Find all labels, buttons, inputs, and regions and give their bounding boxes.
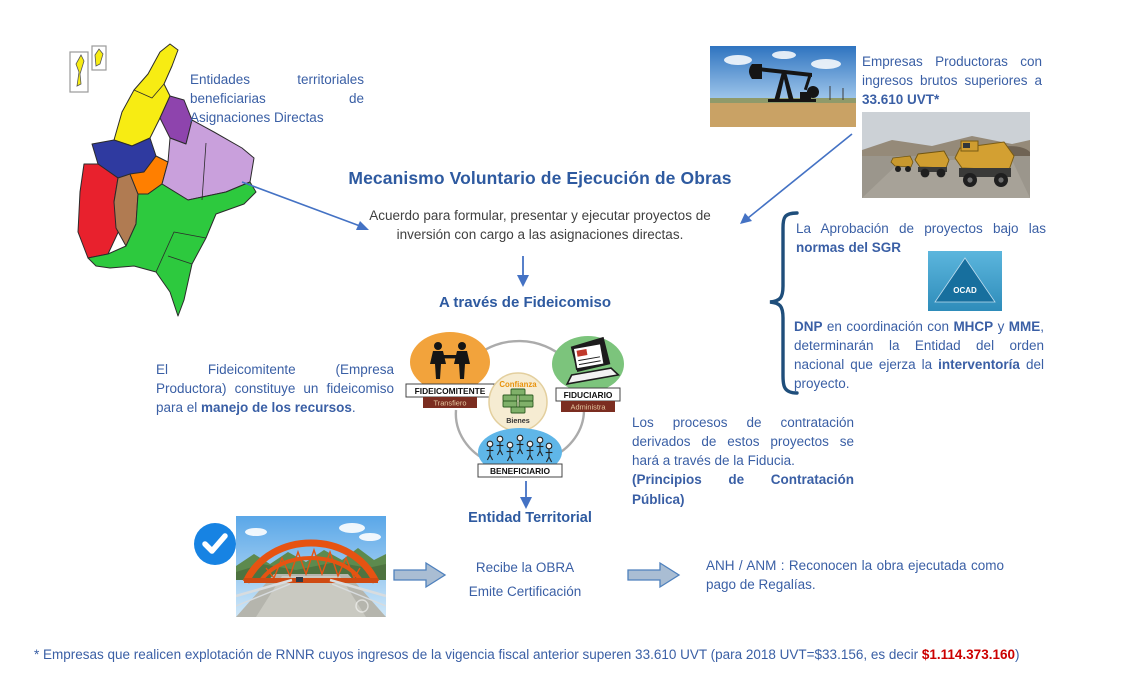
confianza-label: Confianza	[499, 380, 537, 389]
ocad-label: OCAD	[953, 286, 977, 295]
main-title: Mecanismo Voluntario de Ejecución de Obras	[348, 168, 732, 188]
fideicomitente-note-end: .	[351, 400, 356, 416]
footnote-end: )	[1014, 647, 1020, 662]
checkmark-icon	[193, 522, 237, 566]
dnp-text-4: del proyecto.	[794, 357, 1044, 392]
producers-caption-uvt: 33.610 UVT*	[862, 92, 940, 108]
fiduciario-label: FIDUCIARIO	[563, 390, 613, 400]
contracting-note-bold: (Principios de Contratación Pública)	[632, 472, 854, 507]
arrow-down-to-fideicomiso-icon	[512, 254, 534, 290]
approval-note	[796, 219, 1046, 257]
flow-arrow-bridge-to-receive-icon	[393, 561, 447, 589]
footnote	[34, 645, 1128, 664]
fiduciario-node	[552, 336, 624, 412]
ocad-logo	[928, 251, 1002, 311]
arrow-down-to-territorial-icon	[515, 479, 537, 511]
beneficiario-node	[478, 428, 562, 477]
recognition-note: ANH / ANM : Reconocen la obra ejecutada como pago de Regalías.	[706, 558, 1004, 593]
interventoria-bold: interventoría	[938, 357, 1020, 373]
dnp-text-2: y	[993, 319, 1009, 334]
fideicomiso-diagram	[398, 326, 642, 492]
contracting-note-text: Los procesos de contratación derivados de estos proyectos se hará a través de la Fiducia.	[632, 415, 854, 469]
producers-caption	[862, 52, 1042, 109]
flow-arrow-receive-to-anh-icon	[627, 561, 681, 589]
approval-note-bold: normas del SGR	[796, 240, 902, 256]
fiduciario-sublabel: Administra	[570, 402, 606, 412]
mining-trucks-image	[862, 112, 1030, 198]
footnote-amount: $1.114.373.160	[921, 647, 1015, 662]
bienes-node	[489, 373, 547, 431]
fideicomitente-note-bold: manejo de los recursos	[201, 400, 352, 416]
fideicomiso-heading: A través de Fideicomiso	[438, 294, 611, 311]
producers-caption-text: Empresas Productoras con ingresos brutos superiores a	[862, 54, 1042, 89]
dnp-note	[794, 317, 1044, 394]
dnp-abbrev: DNP	[794, 319, 823, 334]
mhcp-abbrev: MHCP	[953, 319, 994, 334]
contracting-note	[632, 413, 854, 509]
agreement-text: Acuerdo para formular, presentar y ejecutar proyectos de inversión con cargo a las asignaciones directas.	[369, 208, 711, 243]
bienes-label: Bienes	[506, 416, 530, 425]
fideicomitente-node	[406, 332, 494, 408]
footnote-text: * Empresas que realicen explotación de RNNR cuyos ingresos de la vigencia fiscal anterior superen 33.610 UVT (para 2018 UVT=$33.156, es decir	[34, 647, 922, 662]
approval-note-text: La Aprobación de proyectos bajo las	[796, 221, 1046, 236]
fideicomitente-sublabel: Transfiero	[433, 398, 467, 408]
bridge-image	[236, 516, 386, 617]
mme-abbrev: MME	[1008, 319, 1041, 334]
arrow-map-to-agreement-icon	[238, 178, 388, 244]
dnp-text-1: en coordinación con	[822, 319, 954, 334]
dnp-text-3: , determinarán la Entidad del orden nacional que ejerza la	[794, 319, 1044, 373]
oil-pumpjack-image	[710, 46, 856, 127]
beneficiario-label: BENEFICIARIO	[489, 466, 551, 476]
fideicomitente-note	[156, 360, 394, 417]
fideicomitente-note-text: El Fideicomitente (Empresa Productora) constituye un fideicomiso para el	[156, 362, 394, 416]
receive-line1: Recibe la OBRA	[475, 560, 575, 575]
san-andres-islands-icon	[70, 46, 106, 92]
territorial-heading: Entidad Territorial	[468, 510, 592, 526]
receive-line2: Emite Certificación	[468, 583, 582, 599]
map-caption: Entidades territoriales beneficiarias de Asignaciones Directas	[190, 72, 364, 126]
receive-text	[443, 556, 607, 603]
fideicomitente-label: FIDEICOMITENTE	[414, 386, 486, 396]
